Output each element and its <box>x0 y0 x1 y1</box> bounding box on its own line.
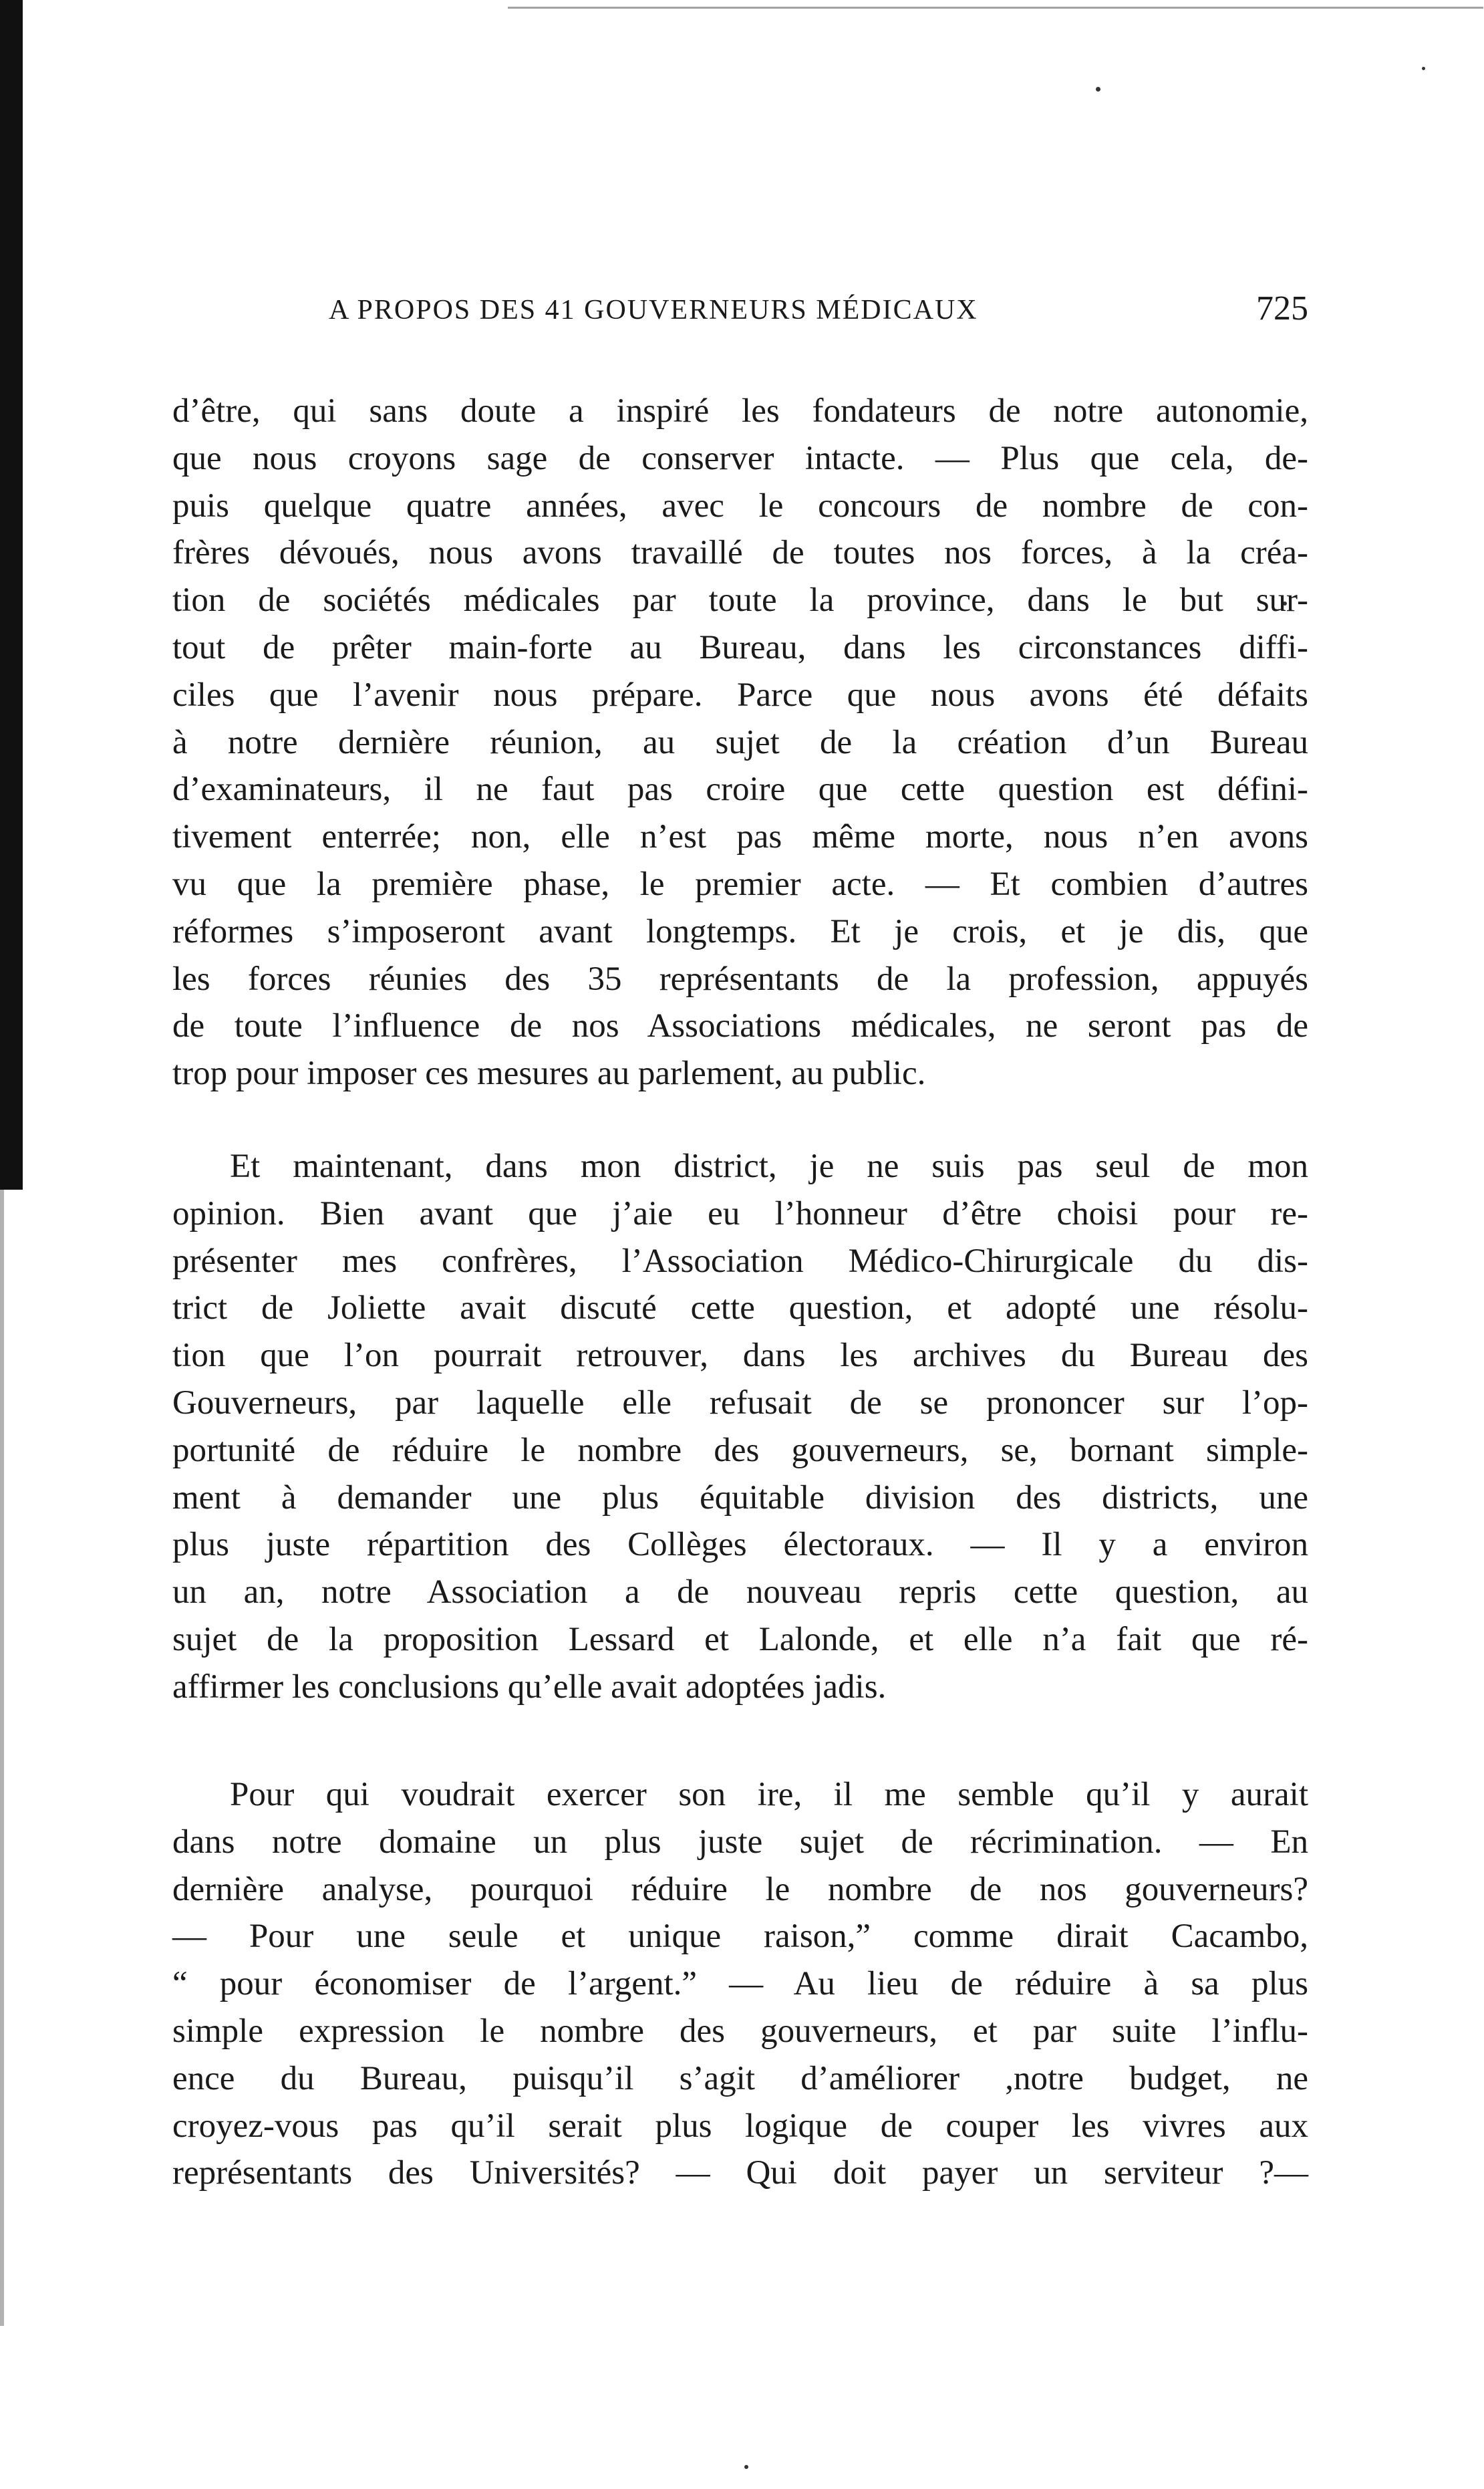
text-line: d’examinateurs, il ne faut pas croire que cette question est défini- <box>172 771 1308 809</box>
scan-top-edge <box>508 7 1483 9</box>
text-line: vu que la première phase, le premier acte. — Et combien d’autres <box>172 865 1308 903</box>
text-line: ence du Bureau, puisqu’il s’agit d’améliorer ,notre budget, ne <box>172 2059 1308 2097</box>
text-line: simple expression le nombre des gouverneurs, et par suite l’influ- <box>172 2012 1308 2050</box>
text-line: à notre dernière réunion, au sujet de la création d’un Bureau <box>172 723 1308 761</box>
text-line: trict de Joliette avait discuté cette question, et adopté une résolu- <box>172 1289 1308 1327</box>
text-line: dernière analyse, pourquoi réduire le nombre de nos gouverneurs? <box>172 1870 1308 1908</box>
scan-speck <box>744 2465 748 2469</box>
text-line: tion que l’on pourrait retrouver, dans les archives du Bureau des <box>172 1337 1308 1375</box>
text-line: dans notre domaine un plus juste sujet de récrimination. — En <box>172 1823 1308 1861</box>
text-line: puis quelque quatre années, avec le concours de nombre de con- <box>172 487 1308 525</box>
scan-speck <box>1096 87 1100 92</box>
text-line: tivement enterrée; non, elle n’est pas même morte, nous n’en avons <box>172 818 1308 856</box>
paragraph-1 <box>172 388 1308 1097</box>
text-line: d’être, qui sans doute a inspiré les fondateurs de notre autonomie, <box>172 392 1308 430</box>
text-line: ment à demander une plus équitable division des districts, une <box>172 1478 1308 1517</box>
text-line: portunité de réduire le nombre des gouverneurs, se, bornant simple- <box>172 1431 1308 1469</box>
scan-binding-edge <box>0 0 23 1190</box>
text-line: sujet de la proposition Lessard et Lalonde, et elle n’a fait que ré- <box>172 1620 1308 1658</box>
text-line: de toute l’influence de nos Associations médicales, ne seront pas de <box>172 1007 1308 1045</box>
text-line: Et maintenant, dans mon district, je ne suis pas seul de mon <box>230 1148 1308 1185</box>
text-line: représentants des Universités? — Qui doit payer un serviteur ?— <box>172 2154 1308 2192</box>
text-line: affirmer les conclusions qu’elle avait adoptées jadis. <box>172 1668 887 1706</box>
text-line: “ pour économiser de l’argent.” — Au lieu de réduire à sa plus <box>172 1965 1308 2003</box>
text-line: un an, notre Association a de nouveau repris cette question, au <box>172 1573 1308 1611</box>
running-head <box>172 289 1308 341</box>
text-line: — Pour une seule et unique raison,” comme dirait Cacambo, <box>172 1918 1308 1956</box>
text-line: tion de sociétés médicales par toute la province, dans le but sur- <box>172 581 1308 620</box>
paragraph-2 <box>172 1143 1308 1711</box>
text-line: que nous croyons sage de conserver intacte. — Plus que cela, de- <box>172 439 1308 477</box>
text-line: ciles que l’avenir nous prépare. Parce que nous avons été défaits <box>172 676 1308 714</box>
text-line: les forces réunies des 35 représentants de la profession, appuyés <box>172 960 1308 998</box>
text-line: trop pour imposer ces mesures au parlement, au public. <box>172 1055 926 1093</box>
text-line: plus juste répartition des Collèges électoraux. — Il y a environ <box>172 1526 1308 1564</box>
paragraph-3 <box>172 1771 1308 2197</box>
text-line: opinion. Bien avant que j’aie eu l’honneur d’être choisi pour re- <box>172 1194 1308 1232</box>
text-line: frères dévoués, nous avons travaillé de toutes nos forces, à la créa- <box>172 534 1308 572</box>
scan-speck <box>1422 67 1425 70</box>
text-line: tout de prêter main-forte au Bureau, dans les circonstances diffi- <box>172 628 1308 666</box>
text-line: Gouverneurs, par laquelle elle refusait de se prononcer sur l’op- <box>172 1384 1308 1422</box>
page-number: 725 <box>1256 289 1308 328</box>
scan-binding-shadow <box>0 1190 4 2326</box>
text-line: présenter mes confrères, l’Association Médico-Chirurgicale du dis- <box>172 1242 1308 1280</box>
text-line: croyez-vous pas qu’il serait plus logique de couper les vivres aux <box>172 2107 1308 2145</box>
text-line: Pour qui voudrait exercer son ire, il me semble qu’il y aurait <box>230 1776 1308 1813</box>
running-title: A PROPOS DES 41 GOUVERNEURS MÉDICAUX <box>329 295 978 325</box>
text-line: réformes s’imposeront avant longtemps. Et je crois, et je dis, que <box>172 912 1308 950</box>
